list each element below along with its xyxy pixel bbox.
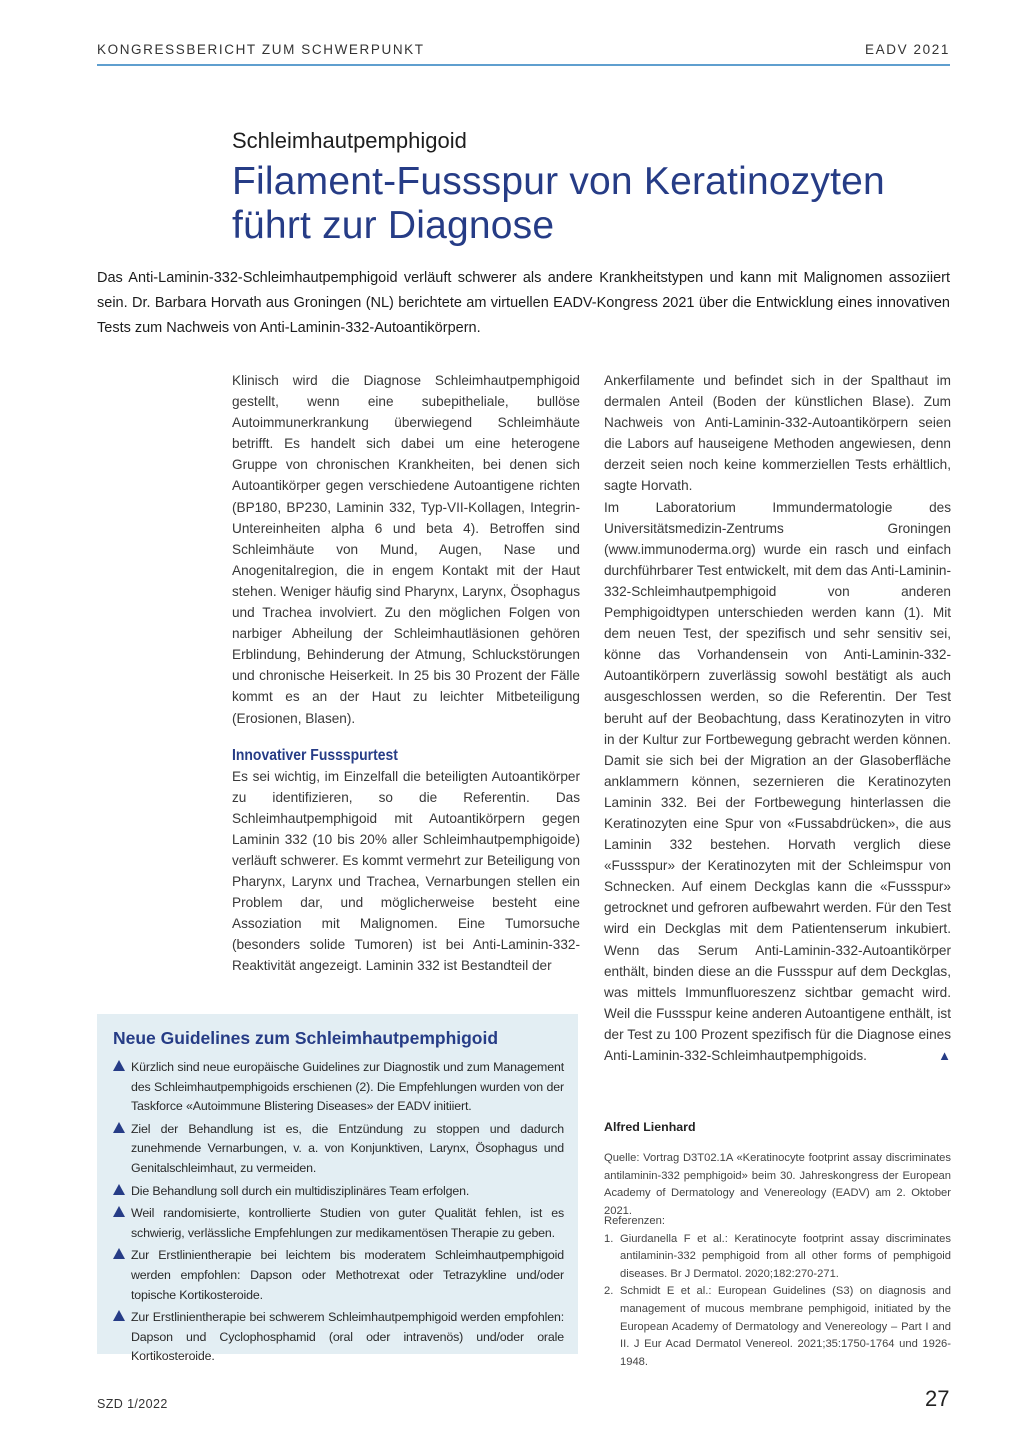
guideline-text: Ziel der Behandlung ist es, die Entzündung zu stoppen und dadurch zunehmende Vernarbungen, v. a. von Konjunktiven, Larynx, Ösophagus und Genitalschleimhaut, zu vermeiden. xyxy=(131,1121,564,1175)
references xyxy=(604,1213,951,1371)
body-paragraph: Ankerfilamente und befindet sich in der Spalthaut im dermalen Anteil (Boden der künstlichen Blase). Zum Nachweis von Anti-Laminin-332-Autoantikörpern seien die Labors auf hauseigene Methoden angewiesen, denn derzeit seien noch keine kommerziellen Tests erhältlich, sagte Horvath. xyxy=(604,373,951,494)
guideline-item xyxy=(113,1204,564,1243)
guideline-item xyxy=(113,1182,564,1202)
guideline-text: Zur Erstlinientherapie bei leichtem bis moderatem Schleimhautpemphigoid werden empfohlen: Dapson oder Methotrexat oder Tetrazykline und/oder topische Kortikosteroide. xyxy=(131,1248,564,1302)
guideline-item xyxy=(113,1246,564,1305)
reference-text: Giurdanella F et al.: Keratinocyte footprint assay discriminates antilaminin-332 pemphigoid from all other forms of pemphigoid diseases. Br J Dermatol. 2020;182:270-271. xyxy=(620,1232,951,1280)
author-name: Alfred Lienhard xyxy=(604,1120,696,1134)
source-note: Quelle: Vortrag D3T02.1A «Keratinocyte footprint assay discriminates antilaminin-332 pemphigoid» beim 30. Jahreskongress der European Academy of Dermatology and Venereology (EADV) am 2. Oktober 2021. xyxy=(604,1152,951,1217)
reference-item xyxy=(604,1231,951,1284)
body-text: Im Laboratorium Immundermatologie des Universitätsmedizin-Zentrums Groningen (www.immunoderma.org) wurde ein rasch und einfach durchführbarer Test entwickelt, mit dem das Anti-Laminin-332-Schleimhautpemphigoid von anderen Pemphigoidtypen unterschieden werden kann (1). Mit dem neuen Test, der spezifisch und sehr sensitiv sei, könne das Vorhandensein von Anti-Laminin-332-Autoantikörpern zuverlässig sowohl bestätigt als auch ausgeschlossen werden, so die Referentin. Der Test beruht auf der Beobachtung, dass Keratinozyten in vitro in der Kultur zur Fortbewegung gebracht werden können. Damit sie sich bei der Migration an der Glasoberfläche anklammern können, sezernieren die Keratinozyten Laminin 332. Bei der Fortbewegung hinterlassen die Keratinozyten eine Spur von «Fussabdrücken», die aus Laminin 332 bestehen. Horvath verglich diese «Fussspur» der Keratinozyten mit der Schleimspur von Schnecken. Auf einem Deckglas kann die «Fussspur» getrocknet und gefroren aufbewahrt werden. Für den Test wird ein Deckglas mit dem Patientenserum inkubiert. Wenn das Serum Anti-Laminin-332-Autoantikörper enthält, binden diese an die Fussspur auf dem Deckglas, was mittels Immunfluoreszenz sichtbar gemacht wird. Weil die Fussspur keine anderen Autoantigene enthält, ist der Test zu 100 Prozent spezifisch für die Diagnose eines Anti-Laminin-332-Schleimhautpemphigoids. xyxy=(604,499,951,1063)
section-subheading: Innovativer Fussspurtest xyxy=(232,746,398,764)
issue-label: SZD 1/2022 xyxy=(97,1397,168,1411)
triangle-bullet-icon xyxy=(113,1122,125,1133)
body-paragraph: Es sei wichtig, im Einzelfall die beteiligten Autoantikörper zu identifizieren, so die Referentin. Das Schleimhautpemphigoid mit Autoantikörpern gegen Laminin 332 (10 bis 20% aller Schleimhautpemphigoide) verläuft schwerer. Es kommt vermehrt zur Beteiligung von Pharynx, Larynx und Trachea, Vernarbungen stellen ein Problem dar, und möglicherweise besteht eine Assoziation mit Malignomen. Eine Tumorsuche (besonders solide Tumoren) ist bei Anti-Laminin-332-Reaktivität angezeigt. Laminin 332 ist Bestandteil der xyxy=(232,768,580,974)
page-number: 27 xyxy=(925,1386,950,1411)
reference-number: 2. xyxy=(604,1285,614,1298)
end-of-article-icon: ▲ xyxy=(938,1048,951,1063)
article-lead: Das Anti-Laminin-332-Schleimhautpemphigoid verläuft schwerer als andere Krankheitstypen und kann mit Malignomen assoziiert sein. Dr. Barbara Horvath aus Groningen (NL) berichtete am virtuellen EADV-Kongress 2021 über die Entwicklung eines innovativen Tests zum Nachweis von Anti-Laminin-332-Autoantikörpern. xyxy=(97,270,950,336)
reference-number: 1. xyxy=(604,1232,614,1245)
body-column-right xyxy=(604,370,951,1066)
body-column-middle xyxy=(232,370,580,977)
guideline-item xyxy=(113,1308,564,1367)
guideline-text: Kürzlich sind neue europäische Guidelines zur Diagnostik und zum Management des Schleimhautpemphigoids erschienen (2). Die Empfehlungen wurden von der Taskforce «Autoimmune Blistering Diseases» der EADV initiiert. xyxy=(131,1060,564,1114)
references-heading: Referenzen: xyxy=(604,1215,665,1227)
triangle-bullet-icon xyxy=(113,1184,125,1195)
reference-text: Schmidt E et al.: European Guidelines (S3) on diagnosis and management of mucous membrane pemphigoid, initiated by the European Academy of Dermatology and Venereology – Part I and II. J Eur Acad Dermatol Venereol. 2021;35:1750-1764 und 1926-1948. xyxy=(620,1285,951,1368)
guideline-text: Weil randomisierte, kontrollierte Studien von guter Qualität fehlen, ist es schwierig, verlässliche Empfehlungen zur medikamentösen Therapie zu geben. xyxy=(131,1206,564,1240)
body-paragraph xyxy=(604,497,951,1067)
triangle-bullet-icon xyxy=(113,1248,125,1259)
article-kicker: Schleimhautpemphigoid xyxy=(232,128,467,153)
guideline-item xyxy=(113,1058,564,1117)
article-title: Filament-Fussspur von Keratinozyten führt zur Diagnose xyxy=(232,160,885,247)
triangle-bullet-icon xyxy=(113,1060,125,1071)
guidelines-title: Neue Guidelines zum Schleimhautpemphigoid xyxy=(113,1028,499,1048)
guidelines-box xyxy=(97,1014,578,1364)
triangle-bullet-icon xyxy=(113,1206,125,1217)
event-label: EADV 2021 xyxy=(865,42,950,57)
section-label: KONGRESSBERICHT ZUM SCHWERPUNKT xyxy=(97,42,425,57)
guideline-item xyxy=(113,1120,564,1179)
body-paragraph: Klinisch wird die Diagnose Schleimhautpemphigoid gestellt, wenn eine subepitheliale, bullöse Autoimmunerkrankung überwiegend Schleimhäute betrifft. Es handelt sich dabei um eine heterogene Gruppe von chronischen Krankheiten, bei denen sich Autoantikörper gegen verschiedene Autoantigene richten (BP180, BP230, Laminin 332, Typ-VII-Kollagen, Integrin-Untereinheiten alpha 6 und beta 4). Betroffen sind Schleimhäute von Mund, Augen, Nase und Anogenitalregion, die in engem Kontakt mit der Haut stehen. Weniger häufig sind Pharynx, Larynx, Ösophagus und Trachea involviert. Zu den möglichen Folgen von narbiger Abheilung der Schleimhautläsionen gehören Erblindung, Behinderung der Atmung, Schluckstörungen und chronische Heiserkeit. In 25 bis 30 Prozent der Fälle kommt es an der Haut zu leichter Mitbeteiligung (Erosionen, Blasen). xyxy=(232,373,580,726)
reference-item xyxy=(604,1283,951,1371)
guideline-text: Die Behandlung soll durch ein multidisziplinäres Team erfolgen. xyxy=(131,1183,470,1198)
triangle-bullet-icon xyxy=(113,1310,125,1321)
guideline-text: Zur Erstlinientherapie bei schwerem Schleimhautpemphigoid werden empfohlen: Dapson und Cyclophosphamid (oral oder intravenös) und/oder orale Kortikosteroide. xyxy=(131,1310,564,1364)
running-head xyxy=(97,40,950,66)
